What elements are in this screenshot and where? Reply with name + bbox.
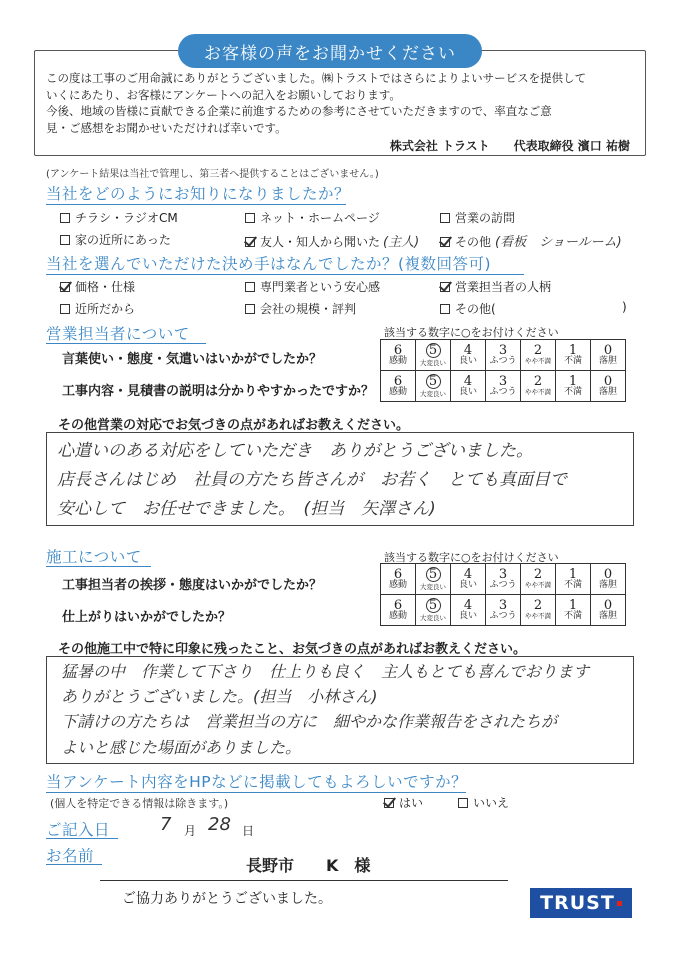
- rating-number: 1: [568, 567, 578, 582]
- rating-number: 2: [533, 598, 543, 613]
- selected-circle-icon: 5: [426, 343, 441, 358]
- rating-cell[interactable]: [381, 564, 416, 595]
- option-label: その他(: [455, 302, 496, 316]
- rating-number: 6: [393, 343, 403, 358]
- rating-cell[interactable]: [521, 371, 556, 402]
- rating-cell[interactable]: [451, 340, 486, 371]
- q2-underline: [46, 274, 524, 275]
- selected-circle-icon: 5: [426, 374, 441, 389]
- rating-cell[interactable]: [416, 371, 451, 402]
- publish-note: (個人を特定できる情報は除きます。): [50, 797, 229, 810]
- q1-option-other[interactable]: [440, 231, 622, 250]
- intro-line: いくにあたり、お客様にアンケートへの記入をお願いしております。: [46, 87, 401, 102]
- name-underline-rule: [100, 880, 508, 881]
- selected-circle-icon: 5: [426, 567, 441, 582]
- rating-number: [416, 343, 450, 358]
- rating-cell[interactable]: [416, 340, 451, 371]
- rating-number: 0: [603, 567, 613, 582]
- checkbox-icon[interactable]: [60, 304, 70, 314]
- intro-text: [46, 70, 636, 136]
- option-label: その他: [455, 235, 492, 249]
- checkbox-icon[interactable]: [458, 798, 468, 808]
- rating-label: やや不満: [525, 581, 551, 589]
- date-day: 28: [208, 814, 231, 835]
- rating-cell[interactable]: [381, 371, 416, 402]
- option-label: ネット・ホームページ: [260, 211, 380, 225]
- rating-number: 1: [568, 374, 578, 389]
- rating-label: やや不満: [525, 357, 551, 365]
- rating-cell[interactable]: [591, 595, 626, 626]
- rating-cell[interactable]: [416, 595, 451, 626]
- option-label: はい: [399, 796, 424, 810]
- checkbox-checked-icon[interactable]: [440, 282, 450, 292]
- sales-comment-line: 店長さんはじめ 社員の方たち皆さんが お若く とても真面目で: [57, 470, 567, 490]
- option-label: チラシ・ラジオCM: [75, 211, 178, 225]
- construction-heading: 施工について: [46, 548, 142, 566]
- rating-label: ふつう: [489, 611, 517, 621]
- rating-label: ふつう: [489, 356, 517, 366]
- q1-option-nearby[interactable]: [60, 231, 171, 248]
- rating-label: 大変良い: [420, 359, 446, 367]
- date-day-unit: 日: [242, 824, 255, 838]
- option-label: 専門業者という安心感: [260, 280, 381, 294]
- logo-text: TRUST: [540, 892, 615, 914]
- rating-label: 良い: [458, 387, 477, 397]
- intro-line: この度は工事のご用命誠にありがとうございました。㈱トラストではさらによりよいサービスを提供して: [46, 71, 587, 85]
- rating-number: 0: [603, 374, 613, 389]
- rating-cell[interactable]: [486, 564, 521, 595]
- option-label: 価格・仕様: [75, 280, 136, 294]
- checkbox-icon[interactable]: [245, 304, 255, 314]
- sales-comment-box[interactable]: [46, 432, 634, 526]
- construction-question-1: 工事担当者の挨拶・態度はいかがでしたか？: [62, 578, 323, 593]
- rating-label: ふつう: [489, 580, 517, 590]
- q2-option-other[interactable]: [440, 300, 496, 317]
- rating-label: やや不満: [525, 388, 551, 396]
- sales-rating-table: [380, 339, 626, 402]
- construction-question-2: 仕上がりはいかがでしたか？: [62, 610, 232, 625]
- rating-number: 4: [463, 567, 473, 582]
- rating-number: 4: [463, 374, 473, 389]
- rating-label: 良い: [458, 356, 477, 366]
- date-underline: [46, 838, 118, 839]
- option-label: いいえ: [473, 796, 510, 810]
- rating-cell[interactable]: [416, 564, 451, 595]
- option-label: 友人・知人から聞いた: [260, 235, 381, 249]
- rating-row: [381, 371, 626, 402]
- rating-label: 落胆: [598, 387, 617, 397]
- rating-label: 感動: [388, 387, 407, 397]
- rating-number: 4: [463, 598, 473, 613]
- publish-yes[interactable]: [384, 794, 423, 811]
- construction-comment-prompt: その他施工中で特に印象に残ったこと、お気づきの点があればお教えください。: [58, 642, 527, 657]
- rating-cell[interactable]: [556, 371, 591, 402]
- sales-question-1: 言葉使い・態度・気遣いはいかがでしたか？: [62, 352, 323, 367]
- rating-label: 感動: [388, 611, 407, 621]
- rating-cell[interactable]: [556, 564, 591, 595]
- sales-question-2: 工事内容・見積書の説明は分かりやすかったですか？: [62, 384, 375, 399]
- rating-cell[interactable]: [591, 564, 626, 595]
- rating-number: 4: [463, 343, 473, 358]
- construction-comment-line: 猛暑の中 作業して下さり 仕上りも良く 主人もとても喜んでおります: [61, 662, 590, 681]
- rating-label: 良い: [458, 580, 477, 590]
- intro-line: 見・ご感想をお聞かせいただければ幸いです。: [46, 120, 287, 135]
- rating-number: 2: [533, 374, 543, 389]
- rating-label: 不満: [563, 387, 582, 397]
- rating-number: 2: [533, 567, 543, 582]
- logo-dot-icon: [617, 901, 622, 906]
- rating-number: 3: [498, 343, 508, 358]
- rating-cell[interactable]: [451, 371, 486, 402]
- rating-cell[interactable]: [521, 595, 556, 626]
- rating-label: 感動: [388, 580, 407, 590]
- rating-label: 不満: [563, 356, 582, 366]
- rating-number: 3: [498, 567, 508, 582]
- option-label: 家の近所にあった: [75, 233, 171, 247]
- construction-comment-line: ありがとうございました。(担当 小林さん): [61, 687, 378, 706]
- option-label: 営業担当者の人柄: [455, 280, 552, 294]
- date-month: 7: [160, 814, 172, 835]
- rating-cell[interactable]: [521, 564, 556, 595]
- sales-heading: 営業担当者について: [46, 325, 190, 343]
- q2-other-close: ): [622, 300, 627, 314]
- checkbox-checked-icon[interactable]: [245, 237, 255, 247]
- rating-label: 落胆: [598, 580, 617, 590]
- other-note: (看板 ショールーム): [495, 235, 622, 250]
- rating-cell[interactable]: [556, 595, 591, 626]
- name-label: お名前: [46, 847, 95, 865]
- q1-option-web[interactable]: [245, 209, 380, 226]
- rating-label: 不満: [563, 580, 582, 590]
- q2-option-personality[interactable]: [440, 278, 551, 295]
- date-label: ご記入日: [46, 821, 111, 839]
- checkbox-icon[interactable]: [245, 282, 255, 292]
- q1-heading: 当社をどのようにお知りになりましたか？: [46, 185, 351, 203]
- rating-number: 0: [603, 598, 613, 613]
- q2-option-reputation[interactable]: [245, 300, 356, 317]
- rating-label: 大変良い: [420, 583, 446, 591]
- rating-cell[interactable]: [556, 340, 591, 371]
- friend-note: (主人): [383, 235, 420, 250]
- selected-circle-icon: 5: [426, 598, 441, 613]
- q2-option-specialist[interactable]: [245, 278, 380, 295]
- rating-number: 1: [568, 598, 578, 613]
- checkbox-icon[interactable]: [440, 213, 450, 223]
- rating-cell[interactable]: [381, 340, 416, 371]
- rating-number: 2: [533, 343, 543, 358]
- rating-cell[interactable]: [486, 595, 521, 626]
- sales-underline: [46, 343, 206, 344]
- rating-cell[interactable]: [591, 340, 626, 371]
- rating-cell[interactable]: [381, 595, 416, 626]
- checkbox-icon[interactable]: [60, 213, 70, 223]
- q1-option-visit[interactable]: [440, 209, 515, 226]
- page-title: お客様の声をお聞かせください: [178, 34, 482, 68]
- rating-cell[interactable]: [451, 564, 486, 595]
- trust-logo: [530, 888, 632, 918]
- rating-label: やや不満: [525, 612, 551, 620]
- rating-number: [416, 598, 450, 613]
- option-label: 近所だから: [75, 302, 136, 316]
- rating-cell[interactable]: [486, 340, 521, 371]
- rating-number: 6: [393, 598, 403, 613]
- intro-line: 今後、地域の皆様に貢献できる企業に前進するための参考にさせていただきますので、率直なご意: [46, 104, 552, 118]
- q2-option-nearby[interactable]: [60, 300, 135, 317]
- rating-number: 6: [393, 567, 403, 582]
- rating-cell[interactable]: [451, 595, 486, 626]
- q2-heading: 当社を選んでいただけた決め手はなんでしたか？(複数回答可): [46, 255, 492, 273]
- checkbox-checked-icon[interactable]: [440, 237, 450, 247]
- publish-underline: [46, 792, 466, 793]
- rating-cell[interactable]: [486, 371, 521, 402]
- rating-number: [416, 374, 450, 389]
- sales-comment-line: 心遣いのある対応をしていただき ありがとうございました。: [57, 441, 533, 461]
- rating-row: [381, 595, 626, 626]
- rating-number: 1: [568, 343, 578, 358]
- construction-comment-box[interactable]: [46, 656, 634, 764]
- checkbox-checked-icon[interactable]: [384, 798, 394, 808]
- rating-label: 不満: [563, 611, 582, 621]
- checkbox-icon[interactable]: [440, 304, 450, 314]
- rating-label: 感動: [388, 356, 407, 366]
- q1-option-flyer[interactable]: [60, 209, 178, 226]
- rating-number: [416, 567, 450, 582]
- checkbox-icon[interactable]: [60, 235, 70, 245]
- construction-comment-line: よいと感じた場面がありました。: [61, 738, 302, 757]
- rating-label: ふつう: [489, 387, 517, 397]
- sales-comment-prompt: その他営業の対応でお気づきの点があればお教えください。: [58, 418, 410, 433]
- thanks-text: ご協力ありがとうございました。: [122, 891, 332, 907]
- rating-row: [381, 340, 626, 371]
- construction-comment-line: 下請けの方たちは 営業担当の方に 細やかな作業報告をされたちが: [61, 712, 558, 731]
- construction-rating-table: [380, 563, 626, 626]
- q2-option-price[interactable]: [60, 278, 135, 295]
- rating-number: 3: [498, 598, 508, 613]
- option-label: 会社の規模・評判: [260, 302, 357, 316]
- q1-underline: [46, 204, 346, 205]
- publish-no[interactable]: [458, 794, 509, 811]
- rating-cell[interactable]: [521, 340, 556, 371]
- rating-number: 6: [393, 374, 403, 389]
- publish-heading: 当アンケート内容をHPなどに掲載してもよろしいですか？: [46, 773, 468, 791]
- construction-underline: [46, 566, 151, 567]
- rating-number: 3: [498, 374, 508, 389]
- rating-caption: 該当する数字に○をお付けください: [384, 551, 559, 564]
- checkbox-checked-icon[interactable]: [60, 282, 70, 292]
- rating-row: [381, 564, 626, 595]
- rating-cell[interactable]: [591, 371, 626, 402]
- rating-label: 良い: [458, 611, 477, 621]
- checkbox-icon[interactable]: [245, 213, 255, 223]
- q1-option-friend[interactable]: [245, 231, 419, 250]
- date-month-unit: 月: [184, 824, 197, 838]
- rating-caption: 該当する数字に○をお付けください: [384, 326, 559, 339]
- rating-label: 大変良い: [420, 390, 446, 398]
- privacy-notice: (アンケート結果は当社で管理し、第三者へ提供することはございません。): [46, 169, 379, 180]
- signer: 株式会社 トラスト 代表取締役 濱口 祐樹: [389, 139, 630, 153]
- option-label: 営業の訪問: [455, 211, 516, 225]
- rating-number: 0: [603, 343, 613, 358]
- sales-comment-line: 安心して お任せできました。 (担当 矢澤さん): [57, 499, 436, 519]
- rating-label: 落胆: [598, 611, 617, 621]
- rating-label: 落胆: [598, 356, 617, 366]
- name-underline: [46, 864, 102, 865]
- rating-label: 大変良い: [420, 614, 446, 622]
- customer-name: 長野市 K 様: [246, 856, 371, 875]
